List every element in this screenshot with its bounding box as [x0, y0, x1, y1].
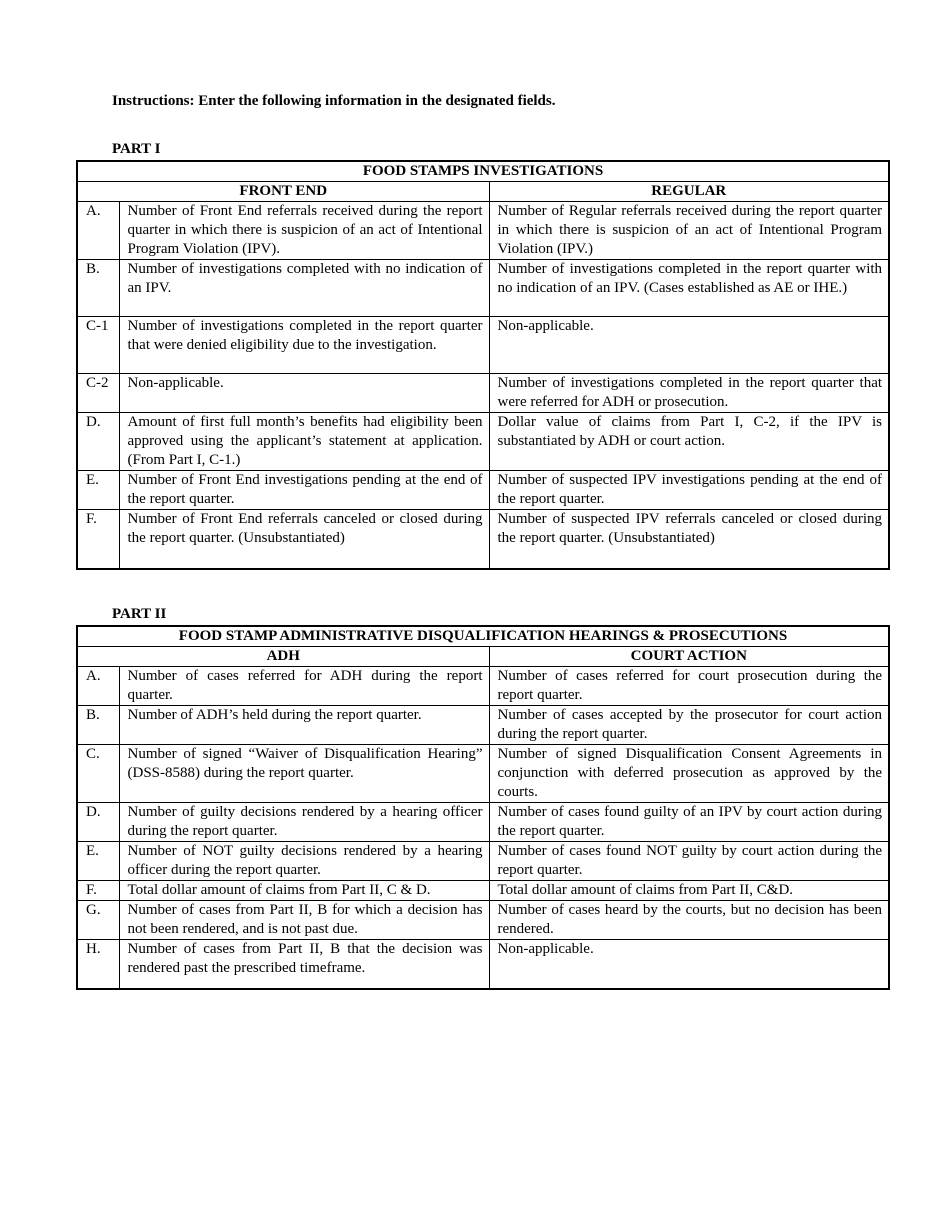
row-letter: D.	[77, 803, 119, 842]
adh-cell: Total dollar amount of claims from Part II, C & D.	[119, 881, 489, 901]
part-2-label: PART II	[112, 606, 167, 622]
court-action-cell: Number of cases found guilty of an IPV by court action during the report quarter.	[489, 803, 889, 842]
court-action-cell: Non-applicable.	[489, 940, 889, 989]
court-action-cell: Number of cases found NOT guilty by court action during the report quarter.	[489, 842, 889, 881]
front-end-cell: Number of investigations completed with no indication of an IPV.	[119, 260, 489, 317]
regular-cell: Number of investigations completed in the report quarter with no indication of an IPV. (Cases established as AE or IHE.)	[489, 260, 889, 317]
court-action-cell: Number of signed Disqualification Consent Agreements in conjunction with deferred prosecution as approved by the courts.	[489, 745, 889, 803]
row-letter: G.	[77, 901, 119, 940]
regular-cell: Number of suspected IPV investigations pending at the end of the report quarter.	[489, 471, 889, 510]
adh-cell: Number of cases referred for ADH during the report quarter.	[119, 667, 489, 706]
row-letter: A.	[77, 667, 119, 706]
row-letter: E.	[77, 842, 119, 881]
part-2-right-column-header: COURT ACTION	[489, 647, 889, 667]
part-1-table	[76, 160, 890, 570]
row-letter: F.	[77, 881, 119, 901]
front-end-cell: Number of Front End referrals canceled or closed during the report quarter. (Unsubstantiated)	[119, 510, 489, 569]
court-action-cell: Number of cases accepted by the prosecutor for court action during the report quarter.	[489, 706, 889, 745]
row-letter: H.	[77, 940, 119, 989]
front-end-cell: Number of Front End referrals received during the report quarter in which there is suspicion of an act of Intentional Program Violation (IPV).	[119, 202, 489, 260]
table-row	[77, 260, 889, 317]
table-row	[77, 803, 889, 842]
regular-cell: Non-applicable.	[489, 317, 889, 374]
part-2-table	[76, 625, 890, 990]
adh-cell: Number of ADH’s held during the report quarter.	[119, 706, 489, 745]
table-row	[77, 510, 889, 569]
regular-cell: Dollar value of claims from Part I, C-2, if the IPV is substantiated by ADH or court action.	[489, 413, 889, 471]
table-row	[77, 202, 889, 260]
part-2-title: FOOD STAMP ADMINISTRATIVE DISQUALIFICATION HEARINGS & PROSECUTIONS	[77, 626, 889, 647]
instructions-heading: Instructions: Enter the following information in the designated fields.	[112, 93, 556, 109]
table-row	[77, 901, 889, 940]
court-action-cell: Total dollar amount of claims from Part II, C&D.	[489, 881, 889, 901]
front-end-cell: Number of investigations completed in the report quarter that were denied eligibility due to the investigation.	[119, 317, 489, 374]
part-1-title: FOOD STAMPS INVESTIGATIONS	[77, 161, 889, 182]
regular-cell: Number of suspected IPV referrals canceled or closed during the report quarter. (Unsubstantiated)	[489, 510, 889, 569]
table-row	[77, 413, 889, 471]
table-row	[77, 881, 889, 901]
adh-cell: Number of cases from Part II, B for which a decision has not been rendered, and is not past due.	[119, 901, 489, 940]
court-action-cell: Number of cases referred for court prosecution during the report quarter.	[489, 667, 889, 706]
adh-cell: Number of cases from Part II, B that the decision was rendered past the prescribed timeframe.	[119, 940, 489, 989]
row-letter: C-2	[77, 374, 119, 413]
front-end-cell: Amount of first full month’s benefits had eligibility been approved using the applicant’s statement at application. (From Part I, C-1.)	[119, 413, 489, 471]
table-row	[77, 471, 889, 510]
table-row	[77, 667, 889, 706]
table-row	[77, 842, 889, 881]
front-end-cell: Non-applicable.	[119, 374, 489, 413]
regular-cell: Number of Regular referrals received during the report quarter in which there is suspicion of an act of Intentional Program Violation (IPV.)	[489, 202, 889, 260]
table-row	[77, 374, 889, 413]
row-letter: D.	[77, 413, 119, 471]
adh-cell: Number of signed “Waiver of Disqualification Hearing” (DSS-8588) during the report quarter.	[119, 745, 489, 803]
table-row	[77, 706, 889, 745]
part-1-label: PART I	[112, 141, 161, 157]
adh-cell: Number of NOT guilty decisions rendered by a hearing officer during the report quarter.	[119, 842, 489, 881]
table-row	[77, 317, 889, 374]
table-row	[77, 745, 889, 803]
adh-cell: Number of guilty decisions rendered by a hearing officer during the report quarter.	[119, 803, 489, 842]
court-action-cell: Number of cases heard by the courts, but no decision has been rendered.	[489, 901, 889, 940]
row-letter: C-1	[77, 317, 119, 374]
table-row	[77, 940, 889, 989]
row-letter: B.	[77, 706, 119, 745]
row-letter: B.	[77, 260, 119, 317]
part-2-left-column-header: ADH	[77, 647, 489, 667]
row-letter: A.	[77, 202, 119, 260]
row-letter: F.	[77, 510, 119, 569]
row-letter: C.	[77, 745, 119, 803]
regular-cell: Number of investigations completed in the report quarter that were referred for ADH or prosecution.	[489, 374, 889, 413]
part-1-right-column-header: REGULAR	[489, 182, 889, 202]
part-1-left-column-header: FRONT END	[77, 182, 489, 202]
front-end-cell: Number of Front End investigations pending at the end of the report quarter.	[119, 471, 489, 510]
row-letter: E.	[77, 471, 119, 510]
